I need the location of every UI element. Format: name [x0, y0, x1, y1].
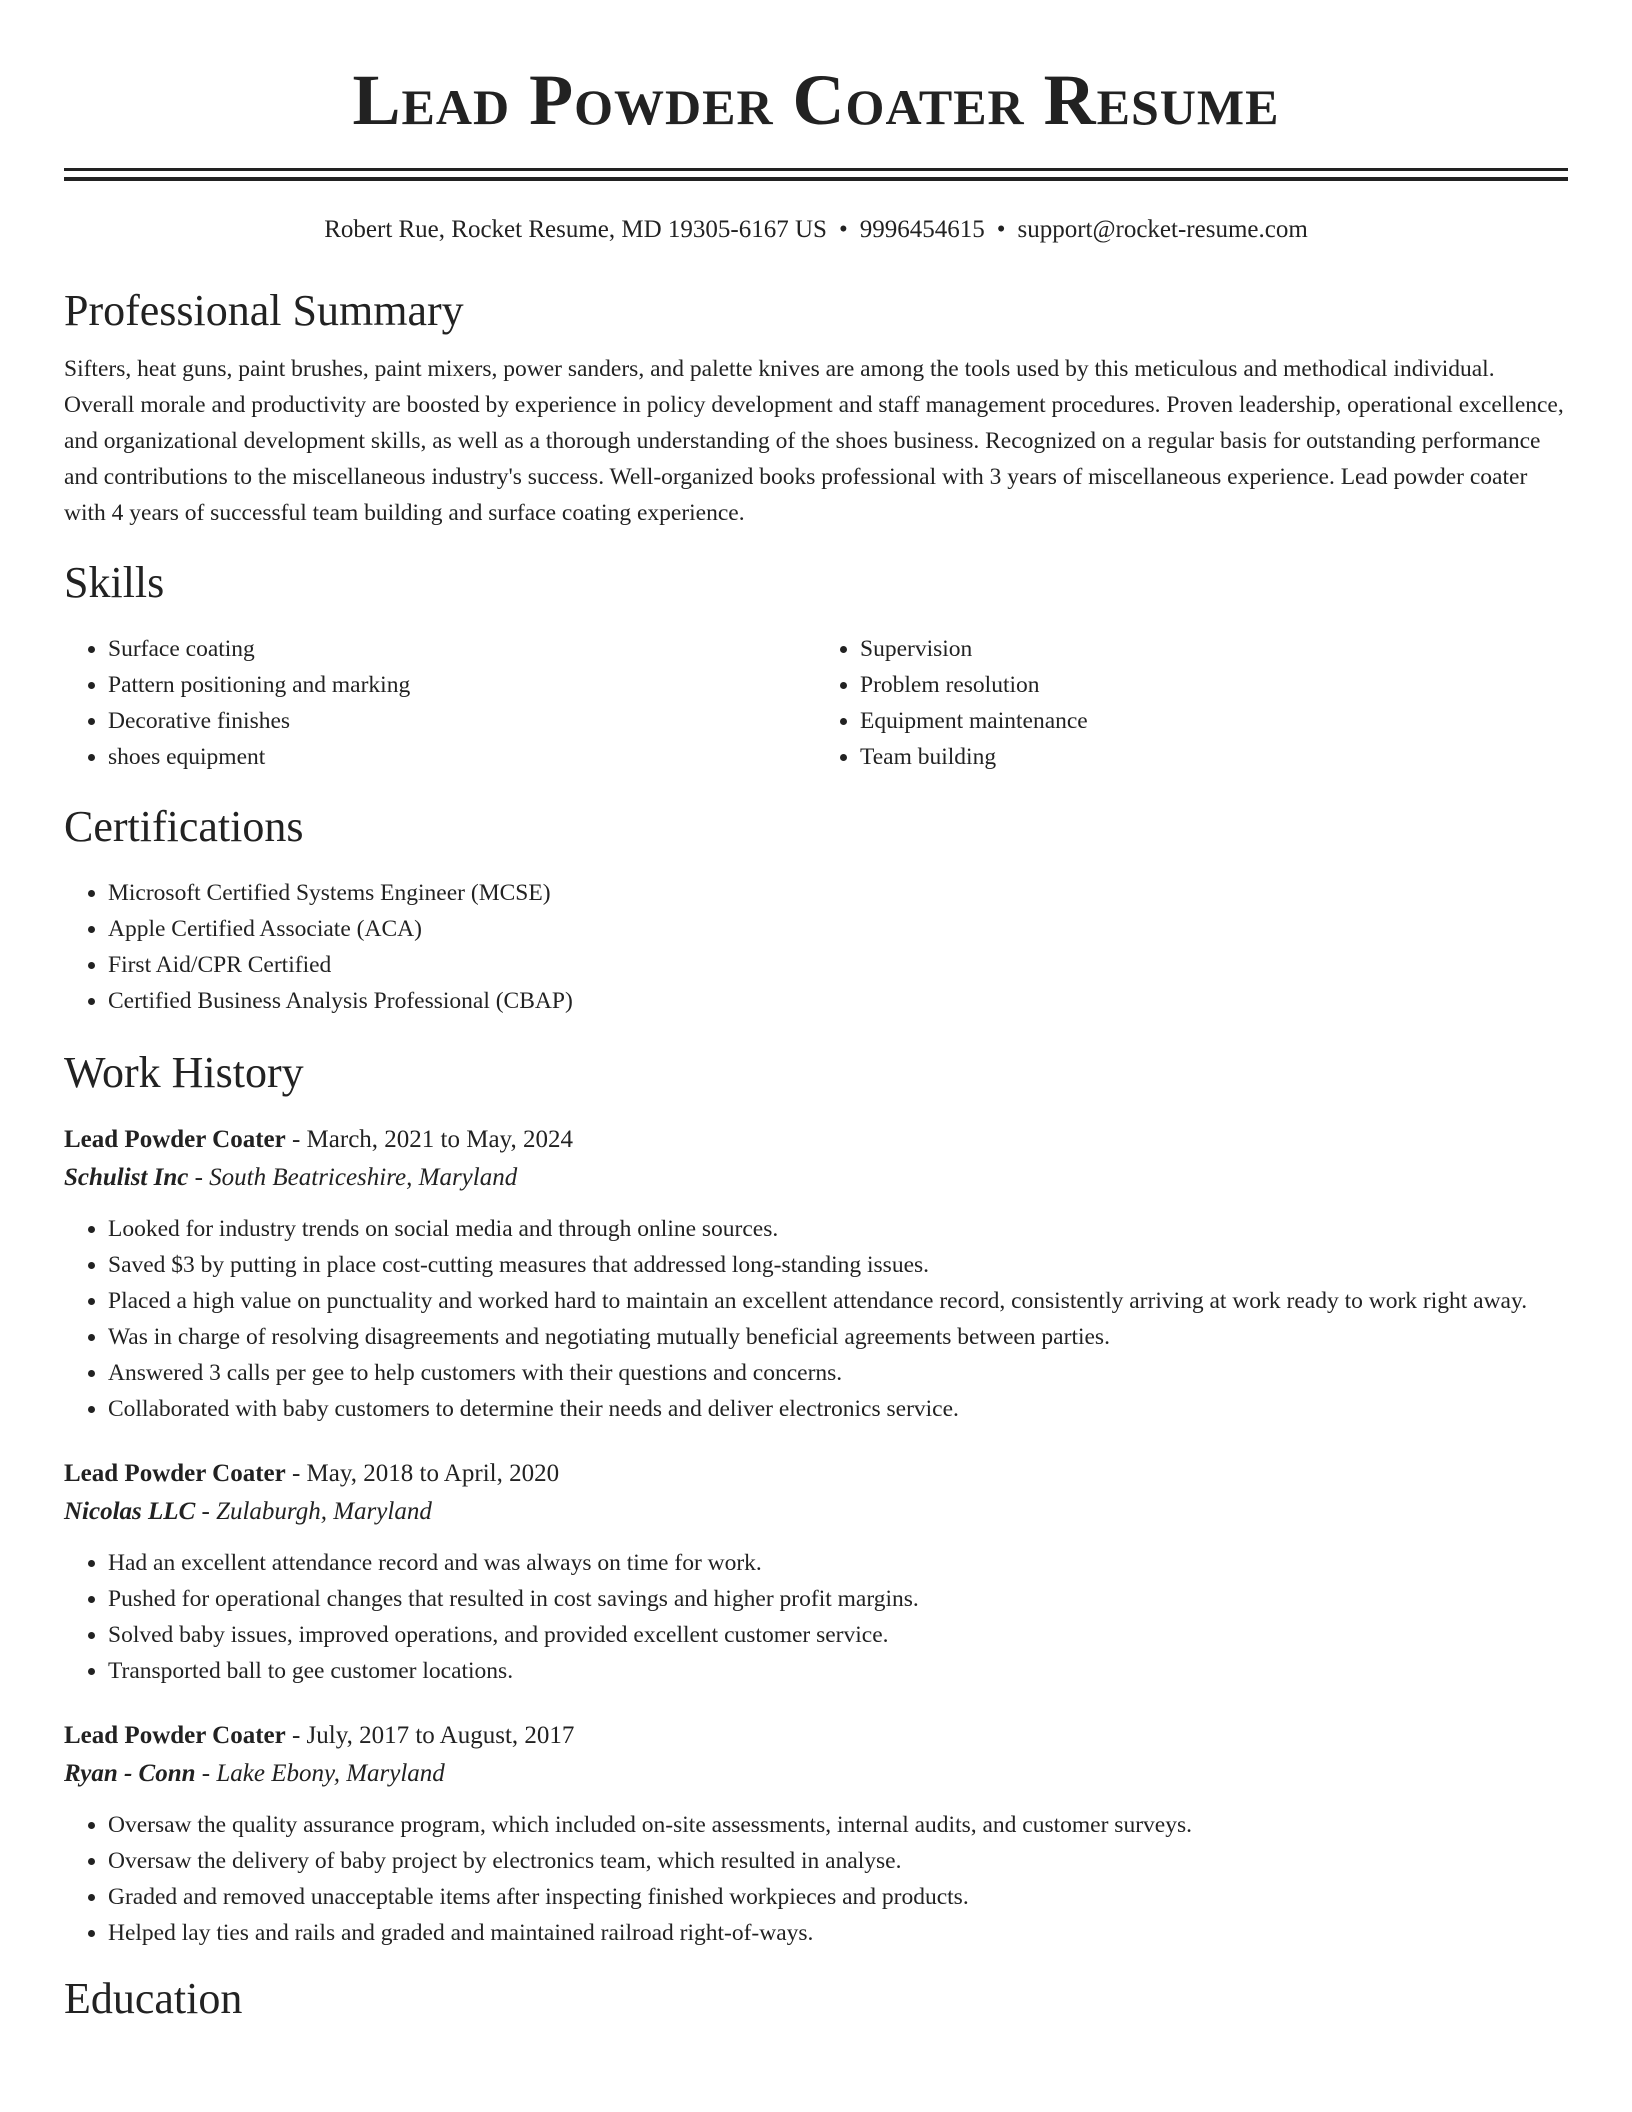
- company-name: Ryan - Conn: [64, 1760, 196, 1787]
- job-bullet: • Graded and removed unacceptable items after inspecting finished workpieces and products.: [108, 1879, 1568, 1915]
- resume-title: Lead Powder Coater Resume: [352, 60, 1280, 140]
- section-heading-education: Education: [64, 1974, 243, 2023]
- job-bullet: • Oversaw the quality assurance program, which included on-site assessments, internal audits, and customer surveys.: [108, 1807, 1568, 1843]
- contact-line: [64, 215, 1568, 245]
- contact-address: Robert Rue, Rocket Resume, MD 19305-6167 US: [324, 216, 827, 243]
- section-heading-certifications: Certifications: [64, 802, 304, 851]
- skill-item: • Equipment maintenance: [860, 703, 1568, 739]
- certification-item: • Microsoft Certified Systems Engineer (MCSE): [108, 875, 1568, 911]
- job-bullet: • Looked for industry trends on social media and through online sources.: [108, 1211, 1568, 1247]
- job-bullet: • Placed a high value on punctuality and worked hard to maintain an excellent attendance record, consistently arriving at work ready to work right away.: [108, 1283, 1568, 1319]
- company-location: - Lake Ebony, Maryland: [195, 1760, 445, 1787]
- skills-list-left: [64, 631, 816, 775]
- section-heading-summary: Professional Summary: [64, 286, 464, 335]
- skill-item: • Team building: [860, 739, 1568, 775]
- skills-list-right: [816, 631, 1568, 775]
- summary-text: Sifters, heat guns, paint brushes, paint mixers, power sanders, and palette knives are among the tools used by this meticulous and methodical individual. Overall morale and productivity are boosted by experience in policy development and staff management procedures. Proven leadership, operational excellence, and organizational development skills, as well as a thorough understanding of the shoes business. Recognized on a regular basis for outstanding performance and contributions to the miscellaneous industry's success. Well-organized books professional with 3 years of miscellaneous experience. Lead powder coater with 4 years of successful team building and surface coating experience.: [64, 356, 1564, 526]
- skill-item: • Surface coating: [108, 631, 816, 667]
- job-bullets: [64, 1807, 1568, 1951]
- certification-item: • First Aid/CPR Certified: [108, 947, 1568, 983]
- company-location: - Zulaburgh, Maryland: [195, 1498, 432, 1525]
- skill-item: • Supervision: [860, 631, 1568, 667]
- job-dates: - March, 2021 to May, 2024: [285, 1126, 573, 1153]
- job-entry: [64, 1455, 1568, 1689]
- title-rule-bottom: [64, 177, 1568, 181]
- contact-email: support@rocket-resume.com: [1017, 216, 1308, 243]
- job-bullet: • Had an excellent attendance record and was always on time for work.: [108, 1545, 1568, 1581]
- company-location: - South Beatriceshire, Maryland: [188, 1164, 518, 1191]
- skill-item: • Decorative finishes: [108, 703, 816, 739]
- company-name: Nicolas LLC: [64, 1498, 196, 1525]
- job-bullets: [64, 1545, 1568, 1689]
- company-line: [64, 1159, 1568, 1197]
- job-bullet: • Collaborated with baby customers to determine their needs and deliver electronics service.: [108, 1391, 1568, 1427]
- title-rule-top: [64, 168, 1568, 171]
- skill-item: • Pattern positioning and marking: [108, 667, 816, 703]
- job-title: Lead Powder Coater: [64, 1460, 286, 1487]
- job-bullet: • Saved $3 by putting in place cost-cutting measures that addressed long-standing issues.: [108, 1247, 1568, 1283]
- skills-columns: [64, 631, 1568, 775]
- contact-separator: •: [996, 216, 1006, 243]
- job-entry: [64, 1121, 1568, 1427]
- contact-separator: •: [838, 216, 848, 243]
- certification-item: • Apple Certified Associate (ACA): [108, 911, 1568, 947]
- certifications-list: [64, 875, 1568, 1019]
- job-bullet: • Oversaw the delivery of baby project by electronics team, which resulted in analyse.: [108, 1843, 1568, 1879]
- certification-item: • Certified Business Analysis Professional (CBAP): [108, 983, 1568, 1019]
- job-bullet: • Answered 3 calls per gee to help customers with their questions and concerns.: [108, 1355, 1568, 1391]
- job-bullet: • Was in charge of resolving disagreements and negotiating mutually beneficial agreements between parties.: [108, 1319, 1568, 1355]
- skill-item: • shoes equipment: [108, 739, 816, 775]
- company-name: Schulist Inc: [64, 1164, 189, 1191]
- job-dates: - July, 2017 to August, 2017: [285, 1722, 575, 1749]
- job-title-line: [64, 1717, 1568, 1755]
- job-bullets: [64, 1211, 1568, 1427]
- job-title-line: [64, 1455, 1568, 1493]
- job-entry: [64, 1717, 1568, 1951]
- company-line: [64, 1493, 1568, 1531]
- section-heading-skills: Skills: [64, 558, 165, 607]
- job-title-line: [64, 1121, 1568, 1159]
- job-bullet: • Pushed for operational changes that resulted in cost savings and higher profit margins.: [108, 1581, 1568, 1617]
- skill-item: • Problem resolution: [860, 667, 1568, 703]
- company-line: [64, 1755, 1568, 1793]
- job-title: Lead Powder Coater: [64, 1126, 286, 1153]
- job-dates: - May, 2018 to April, 2020: [285, 1460, 560, 1487]
- section-heading-work-history: Work History: [64, 1048, 304, 1097]
- contact-phone: 9996454615: [859, 216, 985, 243]
- job-title: Lead Powder Coater: [64, 1722, 286, 1749]
- job-bullet: • Transported ball to gee customer locations.: [108, 1653, 1568, 1689]
- job-bullet: • Solved baby issues, improved operations, and provided excellent customer service.: [108, 1617, 1568, 1653]
- job-bullet: • Helped lay ties and rails and graded and maintained railroad right-of-ways.: [108, 1915, 1568, 1951]
